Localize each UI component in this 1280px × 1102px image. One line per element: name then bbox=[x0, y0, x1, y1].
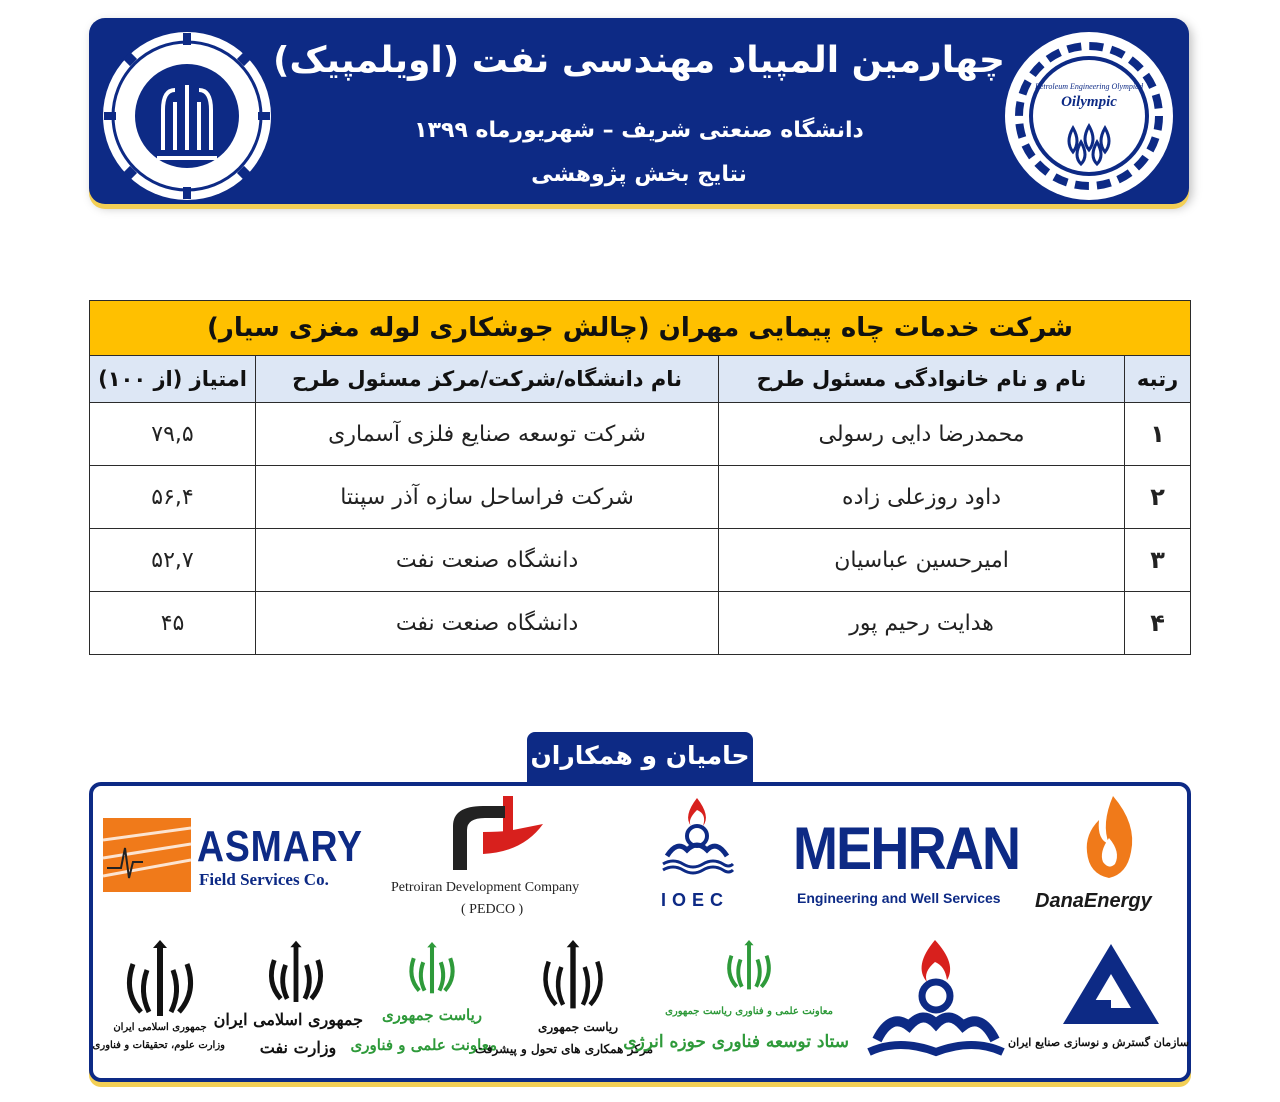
org-cell: شرکت توسعه صنایع فلزی آسماری bbox=[256, 403, 719, 466]
col-name-header: نام و نام خانوادگی مسئول طرح bbox=[719, 356, 1125, 403]
col-score-header: امتیاز (از ۱۰۰) bbox=[90, 356, 256, 403]
dana-wordmark: DanaEnergy bbox=[1035, 890, 1152, 912]
iran-emblem-icon bbox=[535, 940, 611, 1012]
iran-emblem-icon bbox=[721, 940, 777, 992]
presidency-center-line1: ریاست جمهوری bbox=[537, 1020, 619, 1034]
org-cell: شرکت فراساحل سازه آذر سپنتا bbox=[256, 466, 719, 529]
rank-cell: ۱ bbox=[1125, 403, 1191, 466]
pedco-emblem-icon bbox=[443, 796, 547, 872]
ioec-flame-icon bbox=[657, 796, 737, 890]
gear-drops-icon bbox=[1003, 30, 1175, 202]
name-cell: محمدرضا دایی رسولی bbox=[719, 403, 1125, 466]
iran-emblem-icon bbox=[401, 942, 463, 996]
ioec-wordmark: IOEC bbox=[661, 890, 730, 910]
vp-science-line1: ریاست جمهوری bbox=[381, 1006, 483, 1024]
pedco-abbr: ( PEDCO ) bbox=[461, 902, 524, 917]
asmary-wordmark: ASMARY bbox=[197, 822, 363, 871]
table-row bbox=[90, 403, 1191, 466]
idro-logo bbox=[1061, 942, 1161, 1028]
olympiad-caption: Petroleum Engineering Olympiad bbox=[1034, 82, 1144, 91]
msrt-emblem bbox=[119, 940, 201, 1020]
table-row bbox=[90, 529, 1191, 592]
table-row bbox=[90, 592, 1191, 655]
name-cell: امیرحسین عباسیان bbox=[719, 529, 1125, 592]
pedco-name: Petroiran Development Company bbox=[391, 880, 580, 895]
sponsors-title: حامیان و همکاران bbox=[527, 732, 753, 782]
energy-hq-line1: معاونت علمی و فناوری ریاست جمهوری bbox=[665, 1006, 833, 1017]
oil-ministry-line2: وزارت نفت bbox=[259, 1038, 337, 1057]
pedco-logo bbox=[443, 796, 547, 872]
iran-emblem-icon bbox=[263, 940, 329, 1006]
idro-triangle-icon bbox=[1061, 942, 1161, 1028]
column-header-row bbox=[90, 356, 1191, 403]
org-cell: دانشگاه صنعت نفت bbox=[256, 592, 719, 655]
iran-emblem-icon bbox=[119, 940, 201, 1020]
ioec-logo bbox=[657, 796, 737, 890]
event-subtitle: دانشگاه صنعتی شریف – شهریورماه ۱۳۹۹ bbox=[414, 118, 864, 143]
idro-name: سازمان گسترش و نوسازی صنایع ایران bbox=[1007, 1036, 1189, 1049]
oil-ministry-emblem bbox=[263, 940, 329, 1006]
vp-science-line2: معاونت علمی و فناوری bbox=[350, 1036, 497, 1054]
score-cell: ۴۵ bbox=[90, 592, 256, 655]
dana-logo bbox=[1075, 794, 1145, 884]
nioc-logo bbox=[863, 940, 1009, 1064]
page-title: چهارمین المپیاد مهندسی نفت (اویلمپیک) bbox=[273, 40, 1005, 81]
presidency-center-emblem bbox=[535, 940, 611, 1012]
name-cell: داود روزعلی زاده bbox=[719, 466, 1125, 529]
name-cell: هدایت رحیم پور bbox=[719, 592, 1125, 655]
table-row bbox=[90, 466, 1191, 529]
oilympic-seal bbox=[1003, 30, 1175, 202]
org-cell: دانشگاه صنعت نفت bbox=[256, 529, 719, 592]
score-cell: ۵۶,۴ bbox=[90, 466, 256, 529]
company-header-row bbox=[90, 301, 1191, 356]
vp-science-emblem bbox=[401, 942, 463, 996]
oil-ministry-line1: جمهوری اسلامی ایران bbox=[213, 1010, 363, 1029]
oilympic-wordmark: Oilympic bbox=[1061, 94, 1117, 110]
dana-flame-icon bbox=[1075, 794, 1145, 884]
nioc-flame-icon bbox=[863, 940, 1009, 1064]
header-banner bbox=[89, 18, 1189, 204]
msrt-line2: وزارت علوم، تحقیقات و فناوری bbox=[92, 1040, 225, 1051]
col-org-header: نام دانشگاه/شرکت/مرکز مسئول طرح bbox=[256, 356, 719, 403]
rank-cell: ۳ bbox=[1125, 529, 1191, 592]
sponsors-panel bbox=[89, 782, 1191, 1082]
mehran-wordmark: MEHRAN bbox=[793, 815, 1020, 882]
asmary-emblem-icon bbox=[103, 818, 191, 892]
col-rank-header: رتبه bbox=[1125, 356, 1191, 403]
score-cell: ۷۹,۵ bbox=[90, 403, 256, 466]
energy-hq-emblem bbox=[721, 940, 777, 992]
asmary-logo bbox=[103, 818, 191, 892]
company-title: شرکت خدمات چاه پیمایی مهران (چالش جوشکاری لوله مغزی سیار) bbox=[90, 301, 1191, 356]
msrt-line1: جمهوری اسلامی ایران bbox=[113, 1022, 207, 1033]
section-title: نتایج بخش پژوهشی bbox=[531, 162, 747, 187]
score-cell: ۵۲,۷ bbox=[90, 529, 256, 592]
asmary-subtitle: Field Services Co. bbox=[199, 870, 329, 889]
presidency-center-line2: مرکز همکاری های تحول و پیشرفت bbox=[475, 1042, 653, 1056]
rank-cell: ۴ bbox=[1125, 592, 1191, 655]
results-table bbox=[89, 300, 1191, 655]
mehran-subtitle: Engineering and Well Services bbox=[797, 890, 1001, 906]
rank-cell: ۲ bbox=[1125, 466, 1191, 529]
energy-hq-line2: ستاد توسعه فناوری حوزه انرژی bbox=[623, 1032, 849, 1052]
